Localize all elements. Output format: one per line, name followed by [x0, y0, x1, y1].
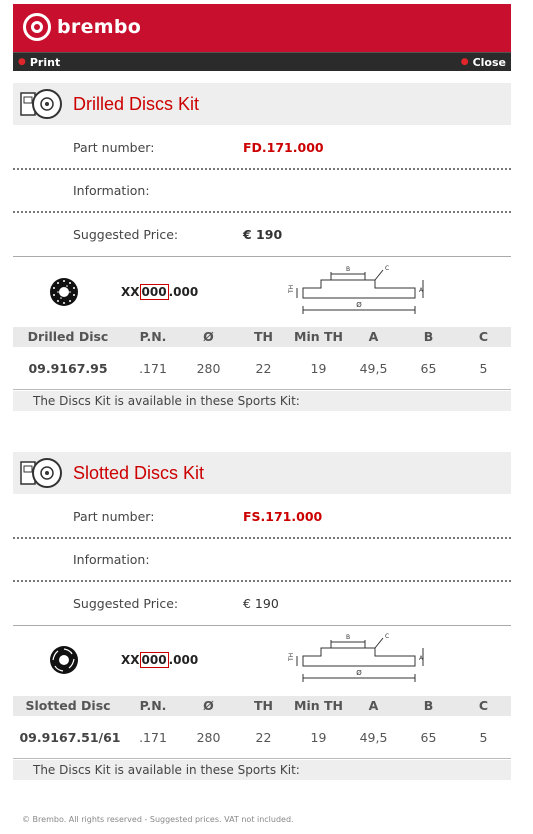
- col-diameter: Ø: [203, 329, 214, 344]
- kit-title-drilled: [13, 83, 511, 125]
- disc-diagram-row: [13, 626, 511, 696]
- part-number-value: FD.171.000: [243, 140, 324, 155]
- spec-table-header: [13, 696, 511, 716]
- cell-c: 5: [479, 361, 488, 376]
- information-label: Information:: [73, 183, 150, 198]
- cell-min-th: 19: [310, 361, 327, 376]
- col-pn: P.N.: [139, 329, 167, 344]
- brembo-logo-icon: [23, 13, 51, 41]
- cell-diameter: 280: [196, 361, 221, 376]
- cell-disc-code: 09.9167.95: [28, 361, 108, 376]
- close-button[interactable]: [461, 56, 506, 69]
- footer-text: © Brembo. All rights reserved - Suggested prices. VAT not included.: [22, 815, 294, 824]
- col-pn: P.N.: [139, 698, 167, 713]
- brand-name: brembo: [57, 16, 142, 38]
- pn-suffix: .000: [168, 285, 199, 299]
- cell-b: 65: [420, 730, 437, 745]
- disc-kit-icon: [19, 456, 63, 490]
- information-label: Information:: [73, 552, 150, 567]
- cell-b: 65: [420, 361, 437, 376]
- col-min-th: Min TH: [294, 329, 343, 344]
- kit-title-slotted: [13, 452, 511, 494]
- disc-profile-diagram: [283, 630, 433, 690]
- brand-bar: [13, 4, 511, 52]
- print-bullet-icon: ●: [18, 57, 26, 67]
- availability-bar: [13, 760, 511, 780]
- col-b: B: [423, 698, 434, 713]
- information-row: [13, 538, 511, 581]
- col-min-th: Min TH: [294, 698, 343, 713]
- disc-kit-icon: [19, 87, 63, 121]
- col-diameter: Ø: [203, 698, 214, 713]
- part-number-label: Part number:: [73, 509, 155, 524]
- dim-label-b: B: [345, 266, 351, 273]
- col-c: C: [478, 698, 489, 713]
- col-th: TH: [254, 329, 273, 344]
- print-label: Print: [29, 55, 61, 69]
- dim-label-th: TH: [288, 284, 295, 293]
- availability-bar: [13, 391, 511, 411]
- cell-pn: .171: [139, 361, 167, 376]
- cell-pn: .171: [139, 730, 167, 745]
- print-button[interactable]: [18, 56, 60, 69]
- kit-title-text: Slotted Discs Kit: [73, 462, 205, 483]
- cell-a: 49,5: [359, 361, 388, 376]
- part-number-row: [13, 495, 511, 538]
- col-b: B: [423, 329, 434, 344]
- pn-prefix: XX: [121, 653, 140, 667]
- price-value: € 190: [243, 227, 283, 242]
- col-disc: Slotted Disc: [25, 698, 111, 713]
- dim-label-th: TH: [288, 652, 295, 661]
- price-label: Suggested Price:: [73, 596, 179, 611]
- toolbar: [13, 52, 511, 71]
- price-row: [13, 213, 511, 256]
- dim-label-b: B: [345, 634, 351, 641]
- availability-text: The Discs Kit is available in these Sports Kit:: [33, 763, 300, 777]
- dim-label-a: A: [419, 287, 424, 294]
- disc-diagram-row: [13, 257, 511, 327]
- dim-label-c: C: [385, 633, 390, 640]
- pn-boxed: 000: [141, 653, 167, 667]
- col-a: A: [368, 329, 379, 344]
- pn-prefix: XX: [121, 285, 140, 299]
- cell-c: 5: [479, 730, 488, 745]
- part-number-row: [13, 126, 511, 169]
- col-disc: Drilled Disc: [27, 329, 109, 344]
- disc-profile-diagram: [283, 262, 433, 322]
- dim-label-diameter: Ø: [356, 301, 362, 309]
- pn-suffix: .000: [168, 653, 199, 667]
- price-label: Suggested Price:: [73, 227, 179, 242]
- price-value: € 190: [243, 596, 279, 611]
- close-label: Close: [472, 55, 506, 69]
- availability-text: The Discs Kit is available in these Sports Kit:: [33, 394, 300, 408]
- dim-label-diameter: Ø: [356, 669, 362, 677]
- part-number-value: FS.171.000: [243, 509, 323, 524]
- header: [13, 4, 511, 71]
- cell-diameter: 280: [196, 730, 221, 745]
- pn-code-pattern: [121, 285, 198, 299]
- dim-label-a: A: [419, 655, 424, 662]
- kit-title-text: Drilled Discs Kit: [73, 93, 200, 114]
- col-th: TH: [254, 698, 273, 713]
- price-row: [13, 582, 511, 625]
- part-number-label: Part number:: [73, 140, 155, 155]
- pn-boxed: 000: [141, 285, 167, 299]
- table-row: [13, 349, 511, 390]
- spec-table-header: [13, 327, 511, 347]
- cell-min-th: 19: [310, 730, 327, 745]
- cell-th: 22: [255, 361, 272, 376]
- brembo-logo: [23, 13, 141, 41]
- cell-th: 22: [255, 730, 272, 745]
- slotted-disc-icon: [49, 645, 79, 675]
- close-bullet-icon: ●: [460, 57, 469, 67]
- dim-label-c: C: [385, 265, 390, 272]
- table-row: [13, 718, 511, 759]
- col-c: C: [478, 329, 489, 344]
- information-row: [13, 169, 511, 212]
- drilled-disc-icon: [49, 277, 79, 307]
- cell-disc-code: 09.9167.51/61: [19, 730, 121, 745]
- cell-a: 49,5: [359, 730, 388, 745]
- col-a: A: [368, 698, 379, 713]
- pn-code-pattern: [121, 653, 198, 667]
